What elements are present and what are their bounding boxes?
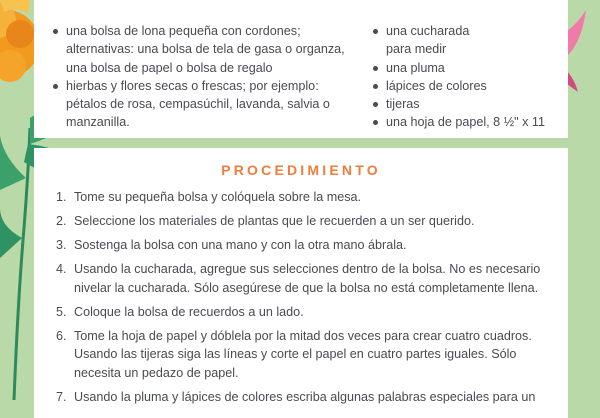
step-text: Tome la hoja de papel y dóblela por la mitad dos veces para crear cuatro cuadros. Usando las tijeras siga las líneas y corte el papel en cuatro partes iguales. Sólo necesita un pedazo de papel. [74,328,532,380]
list-item: una hoja de papel, 8 ½" x 11 [372,113,572,131]
step-text: Usando la pluma y lápices de colores escriba algunas palabras especiales para un [74,389,536,404]
step-item [56,303,556,322]
step-number: 5. [56,304,67,319]
step-number: 7. [56,389,67,404]
step-item [56,212,556,231]
step-item [56,236,556,255]
step-text: Sostenga la bolsa con una mano y con la otra mano ábrala. [74,238,407,252]
procedure-steps [56,188,556,412]
materials-list-right [372,22,572,132]
step-number: 2. [56,214,67,228]
step-text: Seleccione los materiales de plantas que le recuerden a un ser querido. [74,214,475,228]
step-item [56,260,556,297]
step-item [56,327,556,383]
materials-list-left [52,22,358,132]
step-number: 4. [56,262,67,276]
step-number: 6. [56,328,67,343]
step-text: Tome su pequeña bolsa y colóquela sobre la mesa. [74,190,362,204]
step-number: 3. [56,238,67,252]
step-number: 1. [56,190,67,204]
list-item: lápices de colores [372,77,572,95]
list-item: tijeras [372,95,572,113]
list-item: una bolsa de lona pequeña con cordones; alternativas: una bolsa de tela de gasa o organza, una bolsa de papel o bolsa de regalo [52,22,358,77]
step-item [56,388,556,407]
list-item: una pluma [372,59,572,77]
step-text: Usando la cucharada, agregue sus selecciones dentro de la bolsa. No es necesario nivelar la cucharada. Sólo asegúrese de que la bolsa no está completamente llena. [74,262,541,295]
list-item: una cucharada para medir [372,22,486,59]
step-text: Coloque la bolsa de recuerdos a un lado. [74,304,304,319]
procedure-heading: PROCEDIMIENTO [221,162,381,178]
list-item: hierbas y flores secas o frescas; por ejemplo: pétalos de rosa, cempasúchil, lavanda, salvia o manzanilla. [52,77,358,132]
step-item [56,188,556,207]
